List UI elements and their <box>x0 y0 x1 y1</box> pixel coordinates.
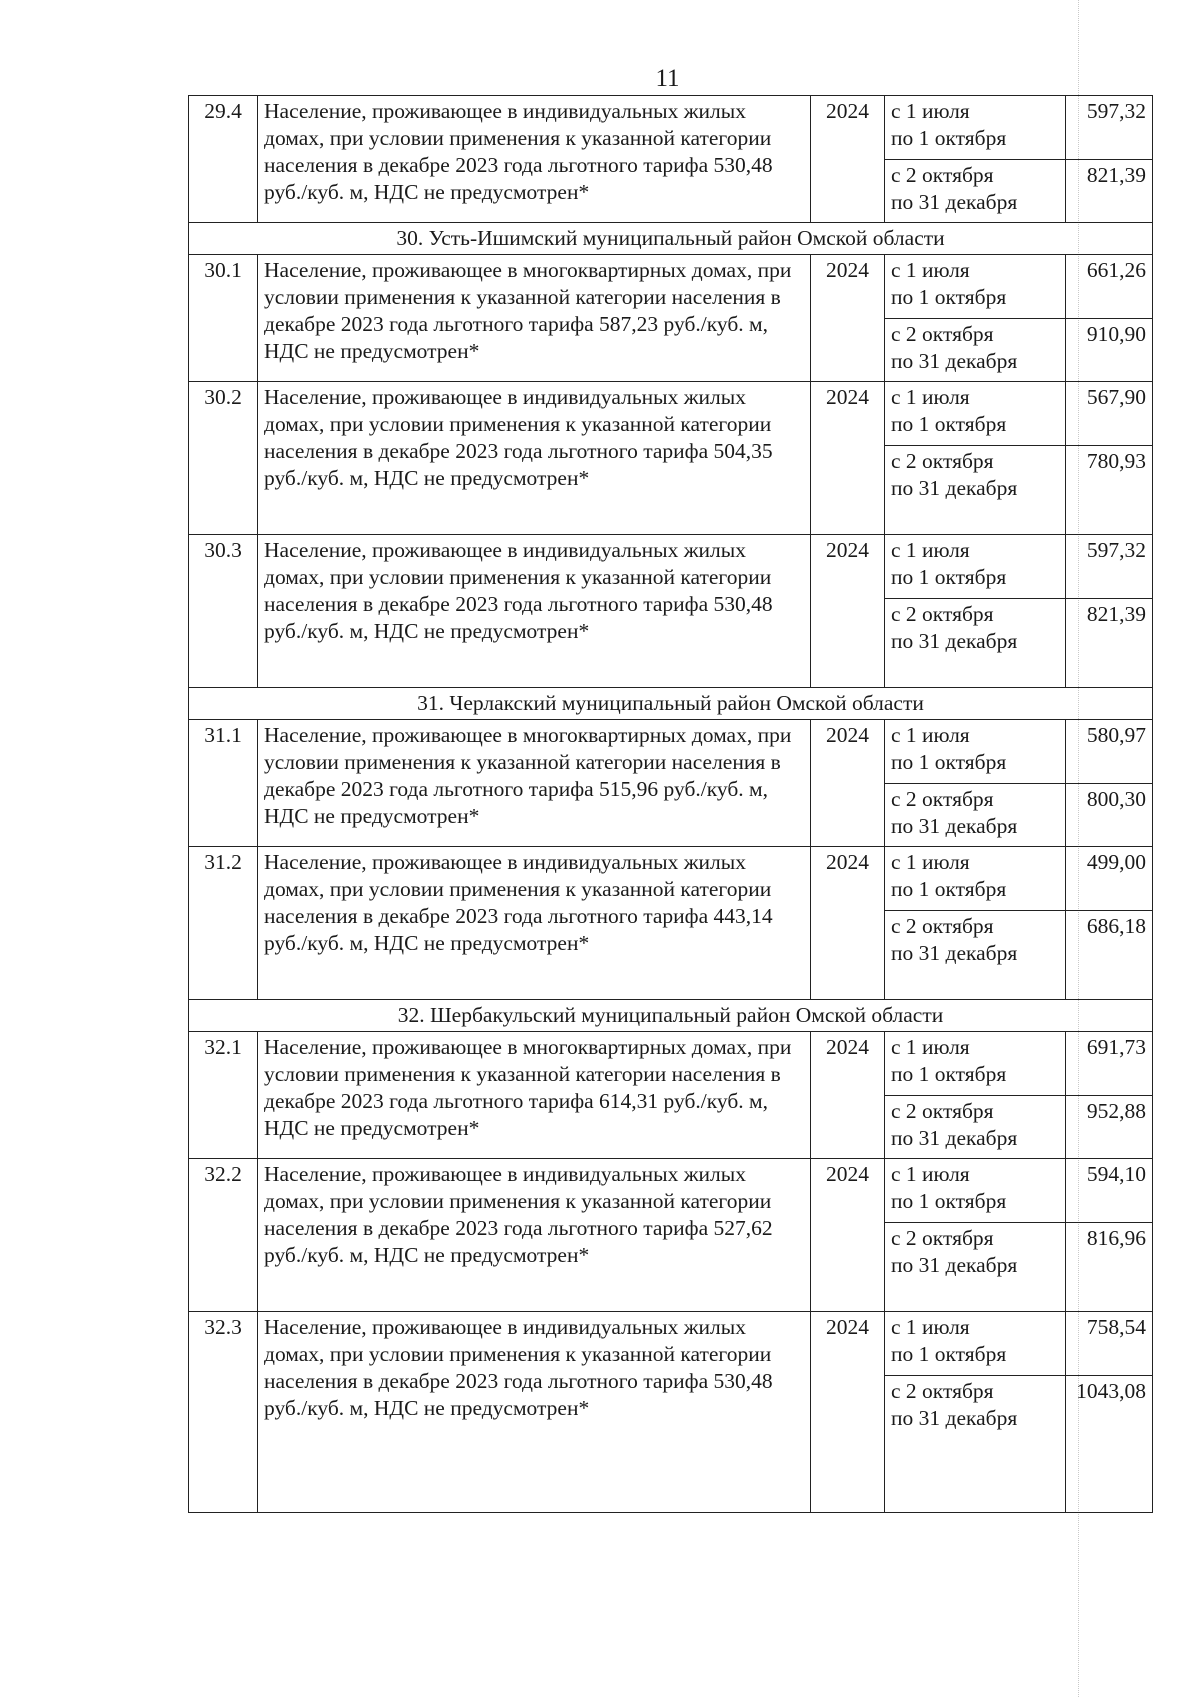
row-year: 2024 <box>811 255 885 382</box>
table-row <box>189 847 1153 911</box>
tariff-value: 499,00 <box>1066 847 1153 911</box>
row-year: 2024 <box>811 1159 885 1312</box>
period-cell: с 2 октября по 31 декабря <box>885 784 1066 847</box>
period-cell: с 2 октября по 31 декабря <box>885 1376 1066 1513</box>
section-row <box>189 223 1153 255</box>
row-description: Население, проживающее в индивидуальных жилых домах, при условии применения к указанной категории населения в декабре 2023 года льготного тарифа 527,62 руб./куб. м, НДС не предусмотрен* <box>258 1159 811 1312</box>
tariff-value: 661,26 <box>1066 255 1153 319</box>
tariff-value: 567,90 <box>1066 382 1153 446</box>
row-number: 30.3 <box>189 535 258 688</box>
period-cell: с 1 июля по 1 октября <box>885 1312 1066 1376</box>
row-description: Население, проживающее в многоквартирных домах, при условии применения к указанной категории населения в декабре 2023 года льготного тарифа 515,96 руб./куб. м, НДС не предусмотрен* <box>258 720 811 847</box>
section-row <box>189 1000 1153 1032</box>
period-cell: с 1 июля по 1 октября <box>885 382 1066 446</box>
tariff-value: 597,32 <box>1066 96 1153 160</box>
row-description: Население, проживающее в индивидуальных жилых домах, при условии применения к указанной категории населения в декабре 2023 года льготного тарифа 504,35 руб./куб. м, НДС не предусмотрен* <box>258 382 811 535</box>
period-cell: с 2 октября по 31 декабря <box>885 160 1066 223</box>
period-cell: с 2 октября по 31 декабря <box>885 599 1066 688</box>
tariff-value: 1043,08 <box>1066 1376 1153 1513</box>
table-row <box>189 535 1153 599</box>
tariff-value: 686,18 <box>1066 911 1153 1000</box>
row-number: 32.1 <box>189 1032 258 1159</box>
table-row <box>189 255 1153 319</box>
period-cell: с 2 октября по 31 декабря <box>885 446 1066 535</box>
tariff-value: 816,96 <box>1066 1223 1153 1312</box>
row-year: 2024 <box>811 1032 885 1159</box>
row-number: 31.2 <box>189 847 258 1000</box>
period-cell: с 1 июля по 1 октября <box>885 96 1066 160</box>
tariff-value: 800,30 <box>1066 784 1153 847</box>
tariff-value: 821,39 <box>1066 160 1153 223</box>
tariff-value: 821,39 <box>1066 599 1153 688</box>
tariff-value: 910,90 <box>1066 319 1153 382</box>
row-number: 30.1 <box>189 255 258 382</box>
tariff-value: 691,73 <box>1066 1032 1153 1096</box>
section-title: 32. Шербакульский муниципальный район Омской области <box>189 1000 1153 1032</box>
row-description: Население, проживающее в индивидуальных жилых домах, при условии применения к указанной категории населения в декабре 2023 года льготного тарифа 530,48 руб./куб. м, НДС не предусмотрен* <box>258 1312 811 1513</box>
tariff-value: 597,32 <box>1066 535 1153 599</box>
row-year: 2024 <box>811 720 885 847</box>
period-cell: с 2 октября по 31 декабря <box>885 911 1066 1000</box>
section-title: 30. Усть-Ишимский муниципальный район Омской области <box>189 223 1153 255</box>
table-row <box>189 96 1153 160</box>
row-description: Население, проживающее в многоквартирных домах, при условии применения к указанной категории населения в декабре 2023 года льготного тарифа 587,23 руб./куб. м, НДС не предусмотрен* <box>258 255 811 382</box>
tariff-value: 580,97 <box>1066 720 1153 784</box>
section-row <box>189 688 1153 720</box>
tariff-table <box>188 95 1153 1513</box>
row-description: Население, проживающее в индивидуальных жилых домах, при условии применения к указанной категории населения в декабре 2023 года льготного тарифа 530,48 руб./куб. м, НДС не предусмотрен* <box>258 96 811 223</box>
row-number: 32.3 <box>189 1312 258 1513</box>
row-number: 29.4 <box>189 96 258 223</box>
period-cell: с 2 октября по 31 декабря <box>885 319 1066 382</box>
period-cell: с 1 июля по 1 октября <box>885 847 1066 911</box>
row-year: 2024 <box>811 847 885 1000</box>
section-title: 31. Черлакский муниципальный район Омской области <box>189 688 1153 720</box>
tariff-value: 758,54 <box>1066 1312 1153 1376</box>
period-cell: с 1 июля по 1 октября <box>885 720 1066 784</box>
table-row <box>189 720 1153 784</box>
row-number: 32.2 <box>189 1159 258 1312</box>
row-year: 2024 <box>811 382 885 535</box>
tariff-value: 594,10 <box>1066 1159 1153 1223</box>
row-description: Население, проживающее в индивидуальных жилых домах, при условии применения к указанной категории населения в декабре 2023 года льготного тарифа 443,14 руб./куб. м, НДС не предусмотрен* <box>258 847 811 1000</box>
table-row <box>189 1159 1153 1223</box>
period-cell: с 2 октября по 31 декабря <box>885 1096 1066 1159</box>
row-year: 2024 <box>811 535 885 688</box>
tariff-value: 780,93 <box>1066 446 1153 535</box>
period-cell: с 1 июля по 1 октября <box>885 1159 1066 1223</box>
row-number: 30.2 <box>189 382 258 535</box>
period-cell: с 1 июля по 1 октября <box>885 255 1066 319</box>
row-description: Население, проживающее в индивидуальных жилых домах, при условии применения к указанной категории населения в декабре 2023 года льготного тарифа 530,48 руб./куб. м, НДС не предусмотрен* <box>258 535 811 688</box>
row-year: 2024 <box>811 96 885 223</box>
period-cell: с 2 октября по 31 декабря <box>885 1223 1066 1312</box>
table-row <box>189 382 1153 446</box>
table-row <box>189 1312 1153 1376</box>
table-row <box>189 1032 1153 1096</box>
tariff-value: 952,88 <box>1066 1096 1153 1159</box>
row-year: 2024 <box>811 1312 885 1513</box>
row-description: Население, проживающее в многоквартирных домах, при условии применения к указанной категории населения в декабре 2023 года льготного тарифа 614,31 руб./куб. м, НДС не предусмотрен* <box>258 1032 811 1159</box>
period-cell: с 1 июля по 1 октября <box>885 535 1066 599</box>
period-cell: с 1 июля по 1 октября <box>885 1032 1066 1096</box>
page-number: 11 <box>655 65 680 92</box>
row-number: 31.1 <box>189 720 258 847</box>
